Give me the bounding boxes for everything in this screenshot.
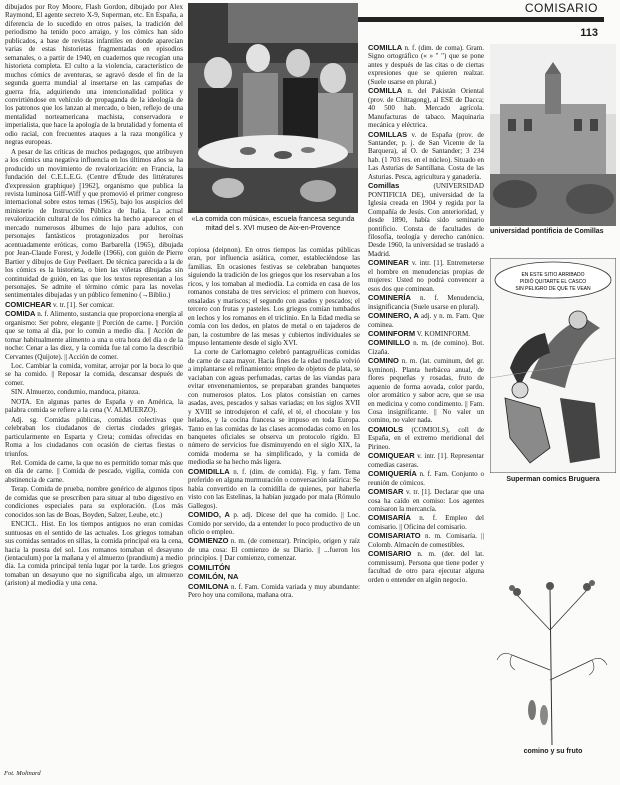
- column-2: [188, 246, 360, 766]
- definition: n. m. (de comino). Bot. Cizaña.: [368, 339, 484, 356]
- comics-paragraph-2: A pesar de las críticas de muchos pedagogos, que atribuyen a los cómics una negativa influencia en los últimos años se ha producido un movimiento de revalorización: en Francia, la fundación del C.E.L.E.G. (Centre d'Étude des littératures d'expression graphique) [1962], organismo que publica la revista luminosa Giff-Wiff y que promovió el primer congreso internacional sobre estos temas (1965), bajo los auspicios del ministerio de Instrucción Pública de Italia. La actual revalorización cultural de los cómics ha hecho aparecer en el mercado numerosos álbumes de lujo para adultos, con personajes fantásticos protagonizados por heroínas acentuadamente eróticas, como Barbarella (1965), dibujada por Jean-Claude Forest, y Jodelle (1966), con guión de Pierre Bartier y dibujos de Guy Peellaert. De técnica parecida a la de los cómics es la historieta, o bien las viñetas dibujadas sin continuidad de guión, en las que los textos representan a los personajes. Se admite el término cómic para las novelas sentimentales dibujadas y un público femenino (→Biblio.): [5, 147, 183, 300]
- entry-comisariato: [368, 532, 484, 549]
- headword: Comillas: [368, 181, 400, 191]
- entry-comilla: [368, 44, 484, 86]
- comino-illustration: [492, 560, 614, 745]
- headword: COMISARIO: [368, 549, 412, 559]
- entry-comiliton: [188, 564, 360, 572]
- entry-comienzo: [188, 537, 360, 562]
- headword: COMILITÓN: [188, 562, 231, 572]
- definition: V. KOMINFORM.: [416, 329, 471, 338]
- definition: v. intr. [1]. Entremeterse el hombre en menudencias propias de mujeres: Usted no podrá convencer a esos dos que cominean.: [368, 259, 484, 293]
- entry-cominform: [368, 330, 484, 338]
- comics-paragraph-1: dibujados por Roy Moore, Flash Gordon, dibujado por Alex Raymond, El agente secreto X-9, Superman, etc. En España, a diferencia de lo sucedido en otros países, la tradición del periodismo ha tenido poco arraigo, y los cómics han sido publicados, a base de revistas infantiles en donde aparecían varias de estas historietas fragmentadas en episodios semanales, o a partir de 1940, en cuadernos que recogían una historieta completa. El culto a la violencia, característico de muchos cómics de aventuras, se agravó desde el fin de la segunda guerra mundial al insertarse en las campañas de guerra fría, adquiriendo una intencionalidad política y convirtiéndose en vehículo de propaganda de la ideología de los patronos que los lanzan al mercado, o bien, reflejo de una mentalidad norteamericana machista, conservadora e imperialista, que hace la apología de la brutalidad y fomenta el odio racial, con frecuentes ataques a la raza mongólica y negras europeas.: [5, 3, 183, 147]
- headword: COMISAR: [368, 487, 404, 497]
- entry-comisaria: [368, 514, 484, 531]
- entry-comilon: [188, 573, 360, 581]
- entry-cominillo: [368, 339, 484, 356]
- definition: n. f. Fam. Comida variada y muy abundante: Pero hoy una comilona, mañana otra.: [188, 582, 360, 600]
- superman-comic: [490, 258, 616, 473]
- definition: n. m. (de comenzar). Principio, origen y raíz de una cosa: El comienzo de su Diario. || ...fueron los principios. || Dar comienzo, comenzar.: [188, 537, 360, 563]
- definition: n. f. Empleo del comisario. || Oficina del comisario.: [368, 514, 484, 531]
- entry-comillas-univ: [368, 182, 484, 258]
- definition: n. f. (dim. de coma). Gram. Signo ortográfico (« » " ") que se pone antes y después de las citas o de ciertas expresiones que se quieren realzar. (Suele usarse en plural.): [368, 44, 484, 86]
- page-number: 113: [580, 27, 598, 39]
- entry-comineria: [368, 294, 484, 311]
- entry-comida: [5, 310, 183, 361]
- headword: COMINO: [368, 356, 399, 366]
- headword: COMISARIATO: [368, 531, 421, 541]
- headword: COMICHEAR: [5, 299, 52, 309]
- entry-cominero: [368, 312, 484, 329]
- definition: n. f. Fam. Conjunto o reunión de cómicos.: [368, 470, 484, 487]
- headword: COMINILLO: [368, 338, 411, 348]
- column-1: [5, 3, 183, 763]
- definition: n. f. Menudencia, insignificancia (Suele usarse en plural).: [368, 294, 484, 311]
- comida-ant: Adj. sg. Comidas públicas, comidas colectivas que celebraban los ciudadanos de ciertas ciudades griegas, particularmente en Esparta y Creta; comidas ofrecidas en Roma a los ciudadanos con ocasión de ciertas fiestas o triunfos.: [5, 415, 183, 458]
- superman-illustration: [490, 258, 616, 473]
- headword: COMINERÍA: [368, 293, 411, 303]
- definition: v. tr. [1]. Ser comicar.: [53, 300, 115, 309]
- entry-comillas: [368, 131, 484, 182]
- definition: n. m. (lat. cuminum, del gr. kyminon). Planta herbácea anual, de flores pequeñas y rosadas, fruto de aquenio de forma aovada, color pardo, olor aromático y sabor acre, que se usa en medicina y como condimento. || Fam. Cosa insignificante. || No valer un comino, no valer nada.: [368, 357, 484, 425]
- definition: v. de España (prov. de Santander, p. j. de San Vicente de la Barquera), al O. de Santander; 3 234 hab. (1 703 res. en el núcleo). Situado en Las Asturias de Santillana. Costa de las Asturias. Pesca, agricultura y ganadería.: [368, 130, 484, 181]
- comida-rel: Rel. Comida de carne, la que no es permitido tomar más que en día de carne. || Comida de pescado, vigilia, comida con abstinencia de carne.: [5, 459, 183, 484]
- entry-comilona: [188, 583, 360, 600]
- painting-illustration: [188, 3, 358, 213]
- entry-cominear: [368, 259, 484, 293]
- comida-nota: NOTA. En algunas partes de España y en América, la palabra comida se refiere a la cena (V. ALMUERZO).: [5, 397, 183, 415]
- entry-comisar: [368, 488, 484, 513]
- comida-encicl: ENCICL. Hist. En los tiempos antiguos no eran comidas suntuosas en el sentido de las actuales. Los griegos tomaban sus comidas sentados en sillas, la comida principal era la cena, hacia la puesta del sol. Los romanos tomaban el desayuno (ientaculum) por la mañana y el almuerzo (prandium) a medio día. La comida principal tenía lugar por la tarde. Los griegos tomaban un desayuno que no significaba algo, un almuerzo (ariston) al mediodía y una cena.: [5, 520, 183, 588]
- entry-comino: [368, 357, 484, 425]
- entry-comisario: [368, 550, 484, 584]
- definition: n. del Pakistán Oriental (prov. de Chittagong), al ESE de Dacca; 40 500 hab. Mercado agrícola. Manufacturas de tabaco. Maquinaria mecánica y eléctrica.: [368, 87, 484, 130]
- headword: COMILONA: [188, 581, 229, 591]
- headword: COMILLAS: [368, 129, 408, 139]
- photo-credit: Fot. Molinard: [4, 770, 41, 777]
- definition: v. intr. [1]. Representar comedias caseras.: [368, 452, 484, 469]
- headword: COMINEAR: [368, 258, 409, 268]
- comino-plant: [492, 560, 614, 745]
- headword: COMIQUEAR: [368, 451, 415, 461]
- comida-painting: [188, 3, 358, 213]
- headword: COMILLA: [368, 44, 403, 52]
- entry-comidilla: [188, 468, 360, 510]
- headword: COMIENZO: [188, 536, 229, 546]
- entry-comido: [188, 511, 360, 536]
- entry-comiols: [368, 426, 484, 451]
- definition: v. tr. [1]. Declarar que una cosa ha caído en comiso: Los agentes comisaron la mercancía.: [368, 488, 484, 514]
- headword: COMIQUERÍA: [368, 469, 417, 479]
- comida-history-2: La corte de Carlomagno celebró pantagruélicas comidas de carne de caza mayor. Hacia fines de la edad media volvió a implantarse el refinamiento: empleo de objetos de plata, se vaciaban con aguas perfumadas, cartas de las viandas para evitar envenenamientos, se preparaban grandes banquetes con numerosos platos. Los platos consistían en carnes asadas, aves, pescados y salsas variadas; en los siglos XVII y XVIII se introdujeron el café, el té, el chocolate y los helados, y la cocina francesa se impuso en toda Europa. Tanto en las comidas de las clases acomodadas como en los banquetes oficiales se observa un protocolo rígido. El número de servicios fue disminuyendo en el siglo XIX, la comida moderna se ha simplificado, y la comida de mediodía se ha hecho más ligera.: [188, 348, 360, 467]
- headword: COMIOLS: [368, 424, 403, 434]
- speech-balloon-line-1: EN ESTE SITIO ARRIBADO: [521, 272, 585, 278]
- comida-sin: SIN. Almuerzo, condumio, manduca, pitanza.: [11, 388, 140, 397]
- column-3: [368, 44, 484, 766]
- definition: (COMIOLS), coll de España, en el extremo meridional del Pirineo.: [368, 425, 484, 451]
- comida-loc: Loc. Cambiar la comida, vomitar, arrojar por la boca lo que se ha comido. || Reposar la comida, descansar después de comer.: [5, 362, 183, 387]
- definition: p. adj. Dícese del que ha comido. || Loc. Comido por servido, da a entender lo poco productivo de un oficio o empleo.: [188, 511, 360, 536]
- running-head: COMISARIO: [524, 1, 598, 15]
- definition: adj. y n. m. Fam. Que cominea.: [368, 312, 484, 329]
- entry-comiqueria: [368, 470, 484, 487]
- caption-comida: «La comida con música», escuela francesa segunda mitad del s. XVI museo de Aix-en-Provence: [191, 216, 355, 232]
- definition: n. f. (dim. de comida). Fig. y fam. Tema preferido en alguna murmuración o conversación satírica: Se había convertido en la comidilla de quienes, por haberla visto con las Estelinas, la habían juzgado por mala (Rómulo Gallegos).: [188, 467, 360, 510]
- entry-comichear: [5, 301, 183, 309]
- headword: COMIDA: [5, 309, 36, 319]
- headword: COMIDILLA: [188, 466, 230, 476]
- speech-balloon-line-3: SIN PELIGRO DE QUE TE VEAN: [515, 286, 591, 292]
- definition: n. m. (der. del lat. commissum). Persona que tiene poder y facultad de otro para ejecutar alguna orden o entender en algún negocio.: [368, 550, 484, 584]
- entry-comilla-city: [368, 87, 484, 129]
- entry-comiquear: [368, 452, 484, 469]
- university-illustration: [490, 44, 616, 226]
- definition: n. f. Alimento, sustancia que proporciona energía al organismo: Ser pobre, elegante || Porción de carne. || Porción que se toma al día, por lo común a medio día. || Acción de tomar habitualmente alimento a una u otra hora del día o de la noche: Cenar a las diez, y la comida fue tal como la describió Cervantes (Quijote). || Acción de comer.: [5, 310, 183, 361]
- comida-history-1: copiosa (deipnon). En otros tiempos las comidas públicas eran, por influencia asiática, comer, estableciéndose las familias. En ocasiones festivas se celebraban banquetes siguiendo la tradición de los griegos que los reservaban a los ricos, y los tomaban al mediodía. La comida en casa de los romanos constaba de tres servicios: el primero con huevos, ensaladas y mariscos; el segundo con asados y pescados; el tercero con frutas y pasteles. Los griegos comían tumbados en lechos y los romanos en el triclinio. En la Edad media se comía con los dedos, en platos de metal o en tajaderos de pan, la costumbre de las mesas y cubiertos individuales se impuso lentamente desde el siglo XVI.: [188, 246, 360, 347]
- caption-university: universidad pontificia de Comillas: [490, 228, 604, 235]
- headword: COMISARÍA: [368, 513, 411, 523]
- speech-balloon-line-2: PIDIÓ QUITARTE EL CASCO: [519, 279, 587, 285]
- headword: COMINFORM: [368, 328, 416, 338]
- definition: (UNIVERSIDAD PONTIFICIA DE), universidad de la Iglesia creada en 1904 y regida por la Compañía de Jesús. Con anterioridad, y desde 1890, había sido seminario pontificio. Consta de facultades de filosofía, teología y derecho canónico. Desde 1960, la universidad se trasladó a Madrid.: [368, 182, 484, 258]
- caption-comino: comino y su fruto: [523, 748, 583, 755]
- caption-superman: Superman comics Bruguera: [506, 476, 600, 483]
- headword: COMILÓN, NA: [188, 572, 239, 582]
- definition: n. m. Comisaría. || Colomb. Almacén de comestibles.: [368, 532, 484, 549]
- header-rule: [345, 17, 604, 22]
- headword: COMINERO, A: [368, 311, 419, 321]
- comida-terap: Terap. Comida de prueba, nombre genérico de algunos tipos de comidas que se prescriben para situar al tubo digestivo en condiciones especiales para su exploración. (Los más conocidos son las de Boas, Boyden, Salzer, Leube, etc.): [5, 485, 183, 519]
- headword: COMIDO, A: [188, 510, 230, 520]
- headword: COMILLA: [368, 86, 403, 96]
- university-photo: [490, 44, 616, 226]
